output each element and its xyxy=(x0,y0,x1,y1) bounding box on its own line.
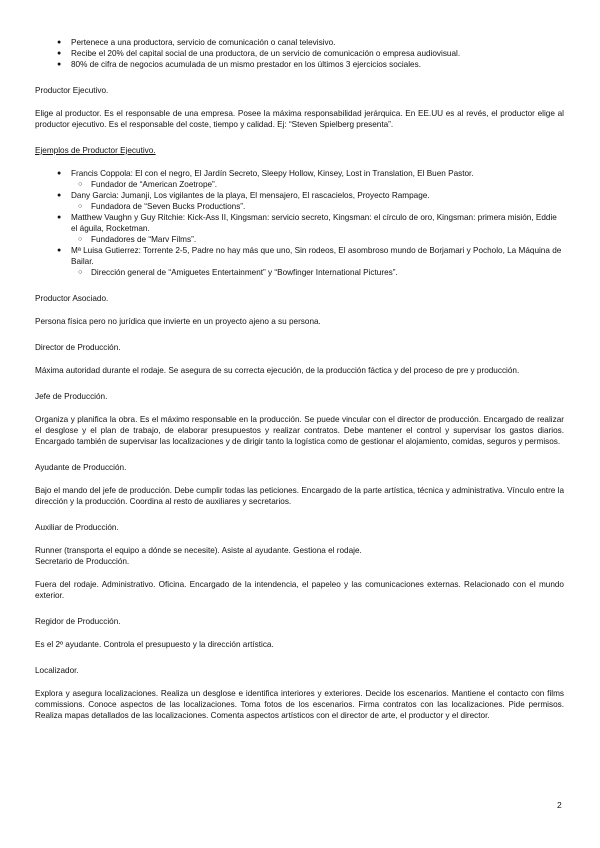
circle-bullet-icon: ○ xyxy=(78,203,83,210)
bullet-icon: ● xyxy=(57,61,62,68)
circle-bullet-icon: ○ xyxy=(78,269,83,276)
bullet-icon: ● xyxy=(57,39,62,46)
list-item: ● Mª Luisa Gutierrez: Torrente 2-5, Padre no hay más que uno, Sin rodeos, El asombroso mundo de Borjamari y Pocholo, La Máquina de Bailar. xyxy=(57,246,562,266)
list-subitem: ○ Fundadora de “Seven Bucks Productions”. xyxy=(78,202,246,211)
list-item: ● Francis Coppola: El con el negro, El Jardín Secreto, Sleepy Hollow, Kinsey, Lost in Translation, El Buen Pastor. xyxy=(57,169,474,178)
section-text-regidor-produccion: Es el 2º ayudante. Controla el presupuesto y la dirección artística. xyxy=(35,640,274,649)
section-text-auxiliar-produccion: Runner (transporta el equipo a dónde se necesite). Asiste al ayudante. Gestiona el rodaje. xyxy=(35,546,362,555)
bullet-icon: ● xyxy=(57,170,62,177)
bullet-icon: ● xyxy=(57,192,62,199)
circle-bullet-icon: ○ xyxy=(78,236,83,243)
section-heading-secretario-produccion: Secretario de Producción. xyxy=(35,557,130,566)
list-item: ● 80% de cifra de negocios acumulada de un mismo prestador en los últimos 3 ejercicios sociales. xyxy=(57,60,421,69)
section-text-secretario-produccion: Fuera del rodaje. Administrativo. Oficina. Encargado de la intendencia, el papeleo y las comunicaciones externas. Relacionado con el mundo exterior. xyxy=(35,580,564,600)
list-subitem: ○ Fundadores de “Marv Films”. xyxy=(78,235,197,244)
section-text-localizador: Explora y asegura localizaciones. Realiza un desglose e identifica interiores y exteriores. Decide los escenarios. Mantiene el contacto con films commissions. Conoce aspectos de las localizaciones. Toma fotos de los escenarios. Firma contratos con las localizaciones. Pide permisos. Realiza mapas detallados de las localizaciones. Comenta aspectos artísticos con el director de arte, el productor y el director. xyxy=(35,689,564,720)
page-content xyxy=(35,37,564,721)
section-text-productor-ejecutivo: Elige al productor. Es el responsable de una empresa. Posee la máxima responsabilidad jerárquica. En EE.UU es al revés, el productor elige al productor ejecutivo. Es el responsable del coste, tiempo y calidad. Ej: “Steven Spielberg presenta”. xyxy=(35,109,564,129)
list-subitem: ○ Fundador de “American Zoetrope”. xyxy=(78,180,218,189)
list-item: ● Recibe el 20% del capital social de una productora, de un servicio de comunicación o empresa audiovisual. xyxy=(57,49,461,58)
section-heading-productor-ejecutivo: Productor Ejecutivo. xyxy=(35,86,109,95)
list-subitem: ○ Dirección general de “Amiguetes Entertainment” y “Bowfinger International Pictures”. xyxy=(78,268,398,277)
section-text-jefe-produccion: Organiza y planifica la obra. Es el máximo responsable en la producción. Se puede vincular con el director de producción. Encargado de realizar el desglose y el plan de trabajo, de elaborar presupuestos y realizar contratos. Debe mantener el control y supervisar los gastos diarios. Encargado también de supervisar las localizaciones y de dirigir tanto la logística como de gestionar el alojamiento, comidas, seguros y permisos. xyxy=(35,415,564,446)
top-bullet-list xyxy=(35,37,564,70)
section-text-productor-asociado: Persona física pero no jurídica que invierte en un proyecto ajeno a su persona. xyxy=(35,317,321,326)
section-heading-regidor-produccion: Regidor de Producción. xyxy=(35,617,121,626)
list-item: ● Matthew Vaughn y Guy Ritchie: Kick-Ass II, Kingsman: servicio secreto, Kingsman: el círculo de oro, Kingsman: primera misión, Eddie el águila, Rocketman. xyxy=(57,213,557,233)
section-heading-productor-asociado: Productor Asociado. xyxy=(35,294,109,303)
page-number: 2 xyxy=(557,800,562,810)
section-heading-localizador: Localizador. xyxy=(35,666,79,675)
section-text-ayudante-produccion: Bajo el mando del jefe de producción. Debe cumplir todas las peticiones. Encargado de la parte artística, técnica y administrativa. Vínculo entre la dirección y la producción. Coordina al resto de auxiliares y secretarios. xyxy=(35,486,564,506)
section-heading-jefe-produccion: Jefe de Producción. xyxy=(35,392,108,401)
section-text-director-produccion: Máxima autoridad durante el rodaje. Se asegura de su correcta ejecución, de la producción fáctica y del proceso de pre y producción. xyxy=(35,366,520,375)
list-item: ● Pertenece a una productora, servicio de comunicación o canal televisivo. xyxy=(57,38,336,47)
list-item: ● Dany Garcia: Jumanji, Los vigilantes de la playa, El mensajero, El rascacielos, Proyecto Rampage. xyxy=(57,191,430,200)
bullet-icon: ● xyxy=(57,247,62,254)
examples-list xyxy=(35,168,564,278)
section-heading-ejemplos: Ejemplos de Productor Ejecutivo. xyxy=(35,146,156,155)
section-heading-director-produccion: Director de Producción. xyxy=(35,343,121,352)
bullet-icon: ● xyxy=(57,50,62,57)
circle-bullet-icon: ○ xyxy=(78,181,83,188)
section-heading-auxiliar-produccion: Auxiliar de Producción. xyxy=(35,523,119,532)
section-heading-ayudante-produccion: Ayudante de Producción. xyxy=(35,463,127,472)
bullet-icon: ● xyxy=(57,214,62,221)
